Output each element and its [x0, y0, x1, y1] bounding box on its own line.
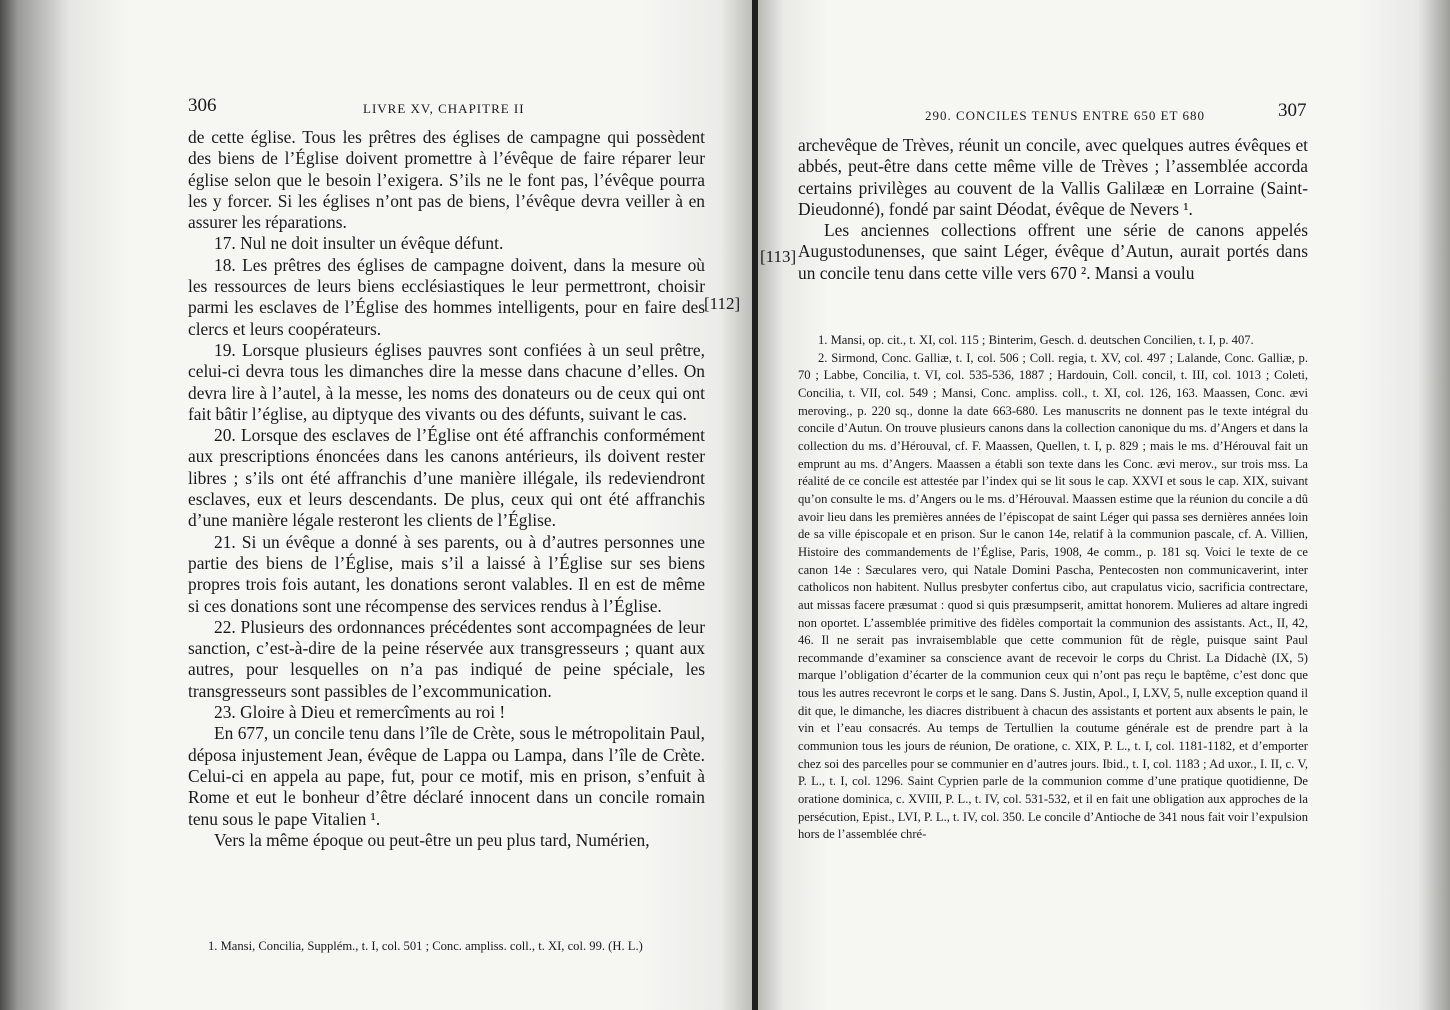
running-head: LIVRE XV, CHAPITRE II — [363, 101, 525, 116]
paragraph: 17. Nul ne doit insulter un évêque défunt. — [214, 233, 504, 254]
right-page — [758, 0, 1450, 1010]
paragraph: de cette église. Tous les prêtres des églises de campagne qui possèdent des biens de l’Église doivent promettre à l’évêque de faire réparer leur église selon que le besoin l’exigera. S’ils ne le font pas, l’évêque pourra les y forcer. Si les églises n’ont pas de biens, l’évêque devra veiller à en assurer les réparations. — [188, 127, 705, 233]
paragraph: 19. Lorsque plusieurs églises pauvres sont confiées à un seul prêtre, celui-ci devra tous les dimanches dire la messe dans chacune d’elles. On devra lire à l’autel, à la messe, les noms des donateurs ou de ceux qui ont fait bâtir l’église, au diptyque des vivants ou des défunts, suivant le cas. — [188, 339, 705, 424]
margin-reference: [113] — [760, 247, 797, 266]
paragraph: 21. Si un évêque a donné à ses parents, ou à d’autres personnes une partie des biens de l’Église, mais s’il a laissé à l’Église sur ses biens propres trois fois autant, les donations seront valables. Il en est de même si ces donations sont une récompense des services rendus à l’Église. — [188, 531, 705, 616]
paragraph: 22. Plusieurs des ordonnances précédentes sont accompagnées de leur sanction, c’est-à-dire de la peine réservée aux transgresseurs ; quant aux autres, pour lesquelles on n’a pas indiqué de peine spéciale, les transgresseurs sont passibles de l’excommunication. — [188, 616, 705, 701]
paragraph: 18. Les prêtres des églises de campagne doivent, dans la mesure où les ressources de leurs biens ecclésiastiques le leur permettront, choisir parmi les esclaves de l’Église des hommes intelligents, pour en faire des clercs et leurs coopérateurs. — [188, 254, 705, 339]
footnote: 1. Mansi, Concilia, Supplém., t. I, col. 501 ; Conc. ampliss. coll., t. XI, col. 99. (H. L.) — [208, 939, 643, 953]
footnote: 2. Sirmond, Conc. Galliæ, t. I, col. 506 ; Coll. regia, t. XV, col. 497 ; Lalande, Conc. Galliæ, p. 70 ; Labbe, Concilia, t. VI, col. 535-536, 1887 ; Hardouin, Coll. concil, t. III, col. 1013 ; Coleti, Concilia, t. VII, col. 549 ; Mansi, Conc. ampliss. coll., t. XI, col. 126, 163. Maassen, Conc. ævi meroving., p. 220 sq., donne la date 663-680. Les manuscrits ne donnent pas le texte intégral du concile d’Autun. On trouve plusieurs canons dans la collection canonique du ms. d’Angers et dans la collection du ms. d’Hérouval, cf. F. Maassen, Quellen, t. I, p. 829 ; mais le ms. d’Hérouval fait un emprunt au ms. d’Angers. Maassen a établi son texte dans les Conc. ævi merov., sur trois mss. La réalité de ce concile est attestée par l’index qui se lit sous le cap. XXVI et sous le cap. XIX, suivant qu’on consulte le ms. d’Angers ou le ms. d’Hérouval. Maassen estime que la réunion du concile a dû avoir lieu dans les premières années de l’épiscopat de saint Léger qui passa ses dernières années loin de sa ville épiscopale et en prison. Sur le canon 14e, relatif à la communion pascale, cf. A. Villien, Histoire des commandements de l’Église, Paris, 1908, 4e comm., p. 181 sq. Voici le texte de ce canon 14e : Sæculares vero, qui Natale Domini Pascha, Pentecosten non communicaverint, inter catholicos non habitent. Nullus presbyter confertus cibo, aut crapulatus vicio, sacrificia contrectare, aut missas facere præsumat : quod si quis præsumpserit, amittat honorem. Mulieres ad altare ingredi non oportet. L’assemblée primitive des fidèles comportait la communion des assistants. Act., II, 42, 46. Il ne serait pas invraisemblable que cette communion fût de règle, puisque saint Paul recommande d’examiner sa conscience avant de recevoir le corps du Christ. La Didachè (IX, 5) marque l’obligation d’écarter de la communion ceux qui n’ont pas reçu le baptême, c’est donc que tous les autres recevront le corps et le sang. Dans S. Justin, Apol., I, LXV, 5, nulle exception quand il dit que, le dimanche, les diacres distribuent à chacun des assistants et portent aux absents le pain, le vin et l’eau consacrés. Au temps de Tertullien la coutume générale est de prendre part à la communion tous les jours de réunion, De oratione, c. XIX, P. L., t. I, col. 1181-1182, et d’emporter chez soi des parcelles pour se communier en d’autres jours. Ibid., t. I, col. 1183 ; Ad uxor., I. II, c. V, P. L., t. I, col. 1296. Saint Cyprien parle de la communion comme d’une pratique quotidienne, De oratione dominica, c. XVIII, P. L., t. IV, col. 531-532, et il en fait une obligation aux approches de la persécution, Epist., LVI, P. L., t. IV, col. 350. Le concile d’Antioche de 341 nous fait voir l’expulsion hors de l’assemblée chré- — [798, 350, 1308, 842]
paragraph: 23. Gloire à Dieu et remercîments au roi ! — [214, 702, 506, 723]
paragraph: archevêque de Trèves, réunit un concile, avec quelques autres évêques et abbés, peut-être dans cette même ville de Trèves ; l’assemblée accorda certains privilèges au couvent de la Vallis Galilææ en Lorraine (Saint-Dieudonné), fondé par saint Déodat, évêque de Nevers ¹. — [798, 135, 1308, 219]
page-number: 307 — [1278, 100, 1307, 121]
paragraph: Vers la même époque ou peut-être un peu plus tard, Numérien, — [214, 829, 650, 850]
footnote: 1. Mansi, op. cit., t. XI, col. 115 ; Binterim, Gesch. d. deutschen Concilien, t. I, p. 407. — [818, 333, 1254, 347]
footnotes — [798, 332, 1308, 844]
footnotes — [188, 938, 705, 956]
body-text — [798, 135, 1308, 284]
page-number: 306 — [188, 95, 217, 116]
running-head: 290. CONCILES TENUS ENTRE 650 ET 680 — [925, 108, 1205, 123]
body-text — [188, 127, 705, 851]
paragraph: 20. Lorsque des esclaves de l’Église ont été affranchis conformément aux prescriptions énoncées dans les canons antérieurs, ils doivent rester libres ; s’ils ont été affranchis d’une manière illégale, ils redeviendront esclaves, eux et leurs descendants. De plus, ceux qui ont été affranchis d’une manière légale resteront les clients de l’Église. — [188, 425, 705, 531]
margin-reference: [112] — [704, 294, 741, 313]
paragraph: En 677, un concile tenu dans l’île de Crète, sous le métropolitain Paul, déposa injustement Jean, évêque de Lappa ou Lampa, dans l’île de Crète. Celui-ci en appela au pape, fut, pour ce motif, mis en prison, s’enfuit à Rome et eut le bonheur d’être déclaré innocent dans un concile romain tenu sous le pape Vitalien ¹. — [188, 723, 705, 829]
paragraph: Les anciennes collections offrent une série de canons appelés Augustodunenses, que saint Léger, évêque d’Autun, aurait portés dans un concile tenu dans cette ville vers 670 ². Mansi a voulu — [798, 220, 1308, 283]
